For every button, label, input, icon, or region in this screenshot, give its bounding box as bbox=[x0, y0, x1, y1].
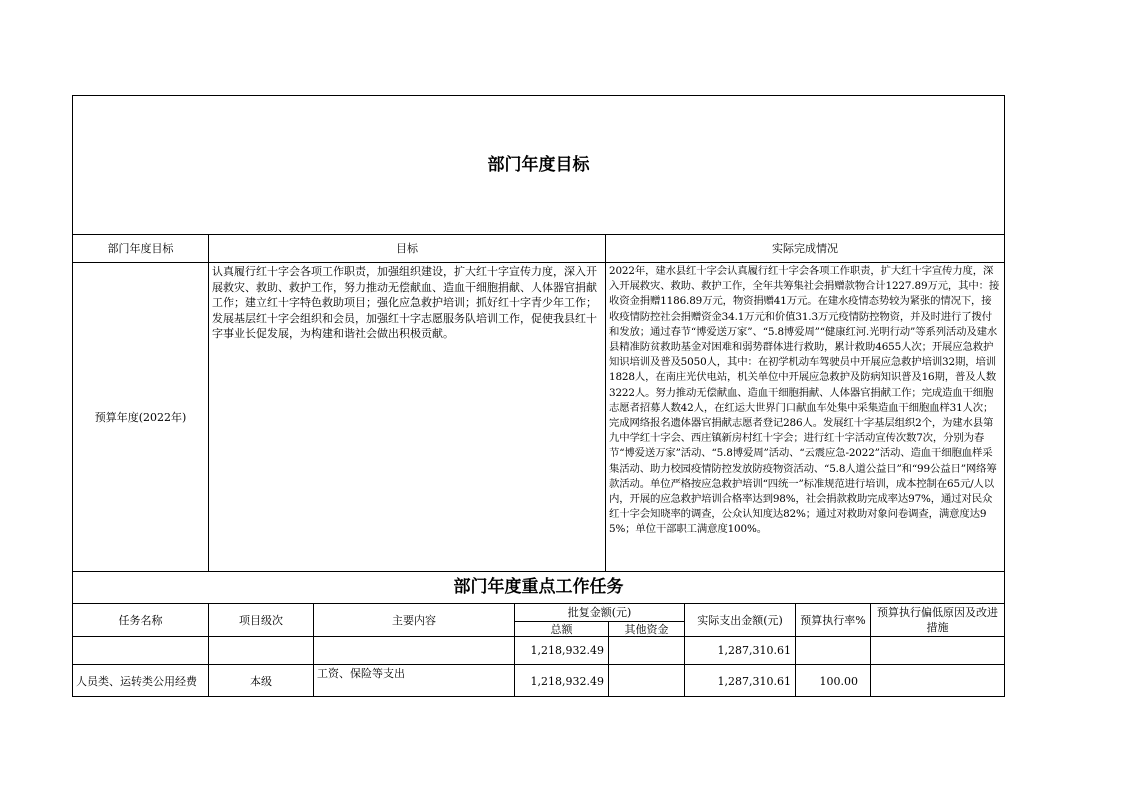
row2-content: 工资、保险等支出 bbox=[317, 667, 405, 680]
header-col-target: 目标 bbox=[396, 242, 418, 255]
th-low-reason: 预算执行偏低原因及改进措施 bbox=[877, 606, 998, 634]
th-total: 总额 bbox=[550, 622, 573, 636]
target-text: 认真履行红十字会各项工作职责，加强组织建设，扩大红十字宣传力度，深入开展救灾、救助、救护工作，努力推动无偿献血、造血干细胞捐献、人体器官捐献工作；建立红十字特色救助项目；强化应急救护培训；抓好红十字青少年工作；发展基层红十字会组织和会员，加强红十字志愿服务队培训工作，促使我县红十字事业长促发展，为构建和谐社会做出积极贡献。 bbox=[212, 265, 597, 340]
th-approved-amount: 批复金额(元) bbox=[567, 606, 632, 619]
row2-level: 本级 bbox=[250, 674, 272, 688]
document-sheet bbox=[72, 95, 1005, 697]
row2-actual: 1,287,310.61 bbox=[717, 674, 791, 688]
header-col-actual: 实际完成情况 bbox=[772, 242, 838, 255]
row2-rate: 100.00 bbox=[819, 674, 858, 688]
budget-year-label: 预算年度(2022年) bbox=[94, 410, 187, 424]
th-main-content: 主要内容 bbox=[392, 613, 436, 627]
actual-completion-text: 2022年，建水县红十字会认真履行红十字会各项工作职责，扩大红十字宣传力度，深入开展救灾、救助、救护工作，全年共筹集社会捐赠款物合计1227.89万元，其中：接收资金捐赠1186.89万元，物资捐赠41万元。在建水疫情态势较为紧张的情况下，接收疫情防控社会捐赠资金34.1万元和价值31.3万元疫情防控物资，并及时进行了拨付和发放；通过春节“博爱送万家”、“5.8博爱周”“健康红河.光明行动”等系列活动及建水县精准防贫救助基金对困难和弱势群体进行救助，累计救助4655人次；开展应急救护知识培训及普及5050人，其中：在初学机动车驾驶员中开展应急救护培训32期，培训1828人，在南庄光伏电站，机关单位中开展应急救护及防病知识普及16期，普及人数3222人。努力推动无偿献血、造血干细胞捐献、人体器官捐献工作；完成造血干细胞志愿者招募人数42人，在红运大世界门口献血车处集中采集造血干细胞血样31人次；完成网络报名遗体器官捐献志愿者登记286人。发展红十字基层组织2个，为建水县第九中学红十字会、西庄镇新房村红十字会；进行红十字活动宣传次数7次，分别为春节“博爱送万家”活动、“5.8博爱周”活动、“云震应急-2022”活动、造血干细胞血样采集活动、助力校园疫情防控发放防疫物资活动、“5.8人道公益日”和“99公益日”网络筹款活动。单位严格按应急救护培训“四统一”标准规范进行培训，成本控制在65元/人以内，开展的应急救护培训合格率达到98%，社会捐款救助完成率达97%，通过对民众红十字会知晓率的调查，公众认知度达82%；通过对救助对象问卷调查，满意度达95%；单位干部职工满意度100%。 bbox=[609, 265, 1000, 536]
row2-total: 1,218,932.49 bbox=[530, 674, 604, 688]
th-actual-spend: 实际支出金额(元) bbox=[697, 613, 783, 627]
row2-task-name: 人员类、运转类公用经费 bbox=[76, 674, 197, 688]
row1-actual: 1,287,310.61 bbox=[717, 644, 791, 657]
page-title: 部门年度目标 bbox=[487, 154, 590, 175]
th-execution-rate: 预算执行率% bbox=[800, 613, 866, 627]
row1-total: 1,218,932.49 bbox=[530, 644, 604, 657]
th-task-name: 任务名称 bbox=[118, 613, 163, 627]
th-project-level: 项目级次 bbox=[239, 613, 283, 627]
th-other-funds: 其他资金 bbox=[624, 622, 669, 636]
header-col-goal: 部门年度目标 bbox=[107, 242, 174, 255]
section-title-tasks: 部门年度重点工作任务 bbox=[453, 577, 624, 597]
